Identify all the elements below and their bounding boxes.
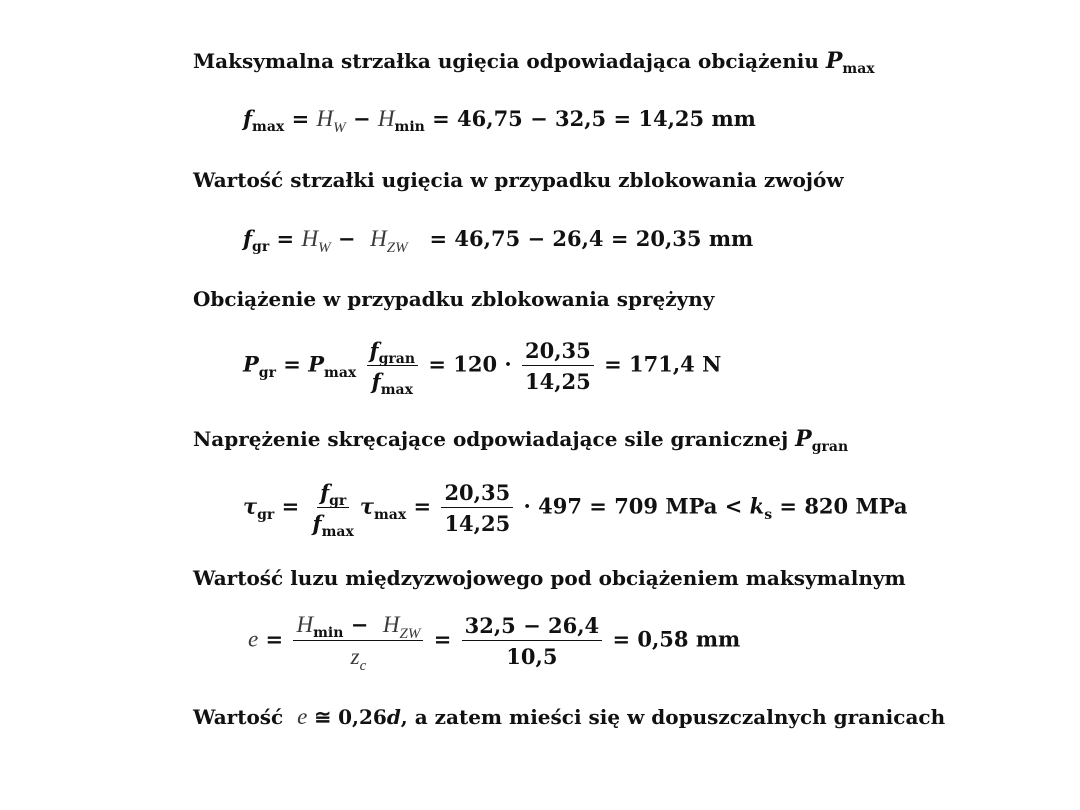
frac-num-var: f — [369, 338, 379, 363]
heading-coil-clearance — [193, 566, 906, 590]
eq-h1: H — [316, 106, 334, 131]
frac-den-value: 14,25 — [444, 511, 511, 536]
heading-blocked-deflection — [193, 168, 844, 192]
equation-f-max: $f_{max} = H_W - H_{min} = 46,75 - 32,5 = 14,25$ mm — [243, 106, 756, 136]
frac-den-var: f — [312, 511, 322, 536]
eq-lhs-sub: gr — [257, 506, 275, 523]
frac-num-value: 32,5 − 26,4 — [462, 613, 603, 641]
frac-den-value: 14,25 — [525, 369, 591, 394]
eq-rest: = 46,75 − 26,4 = 20,35 mm — [429, 226, 754, 251]
heading-blocked-load — [193, 287, 714, 311]
eq-lhs-sub: max — [252, 119, 285, 135]
fraction-h-ratio: $\frac{H_{min} - H_{ZW}}{z_c}$ — [293, 612, 423, 670]
eq-lhs-sub: gr — [252, 239, 270, 255]
frac-num-sub: gran — [378, 351, 416, 367]
frac-den-sub: max — [321, 524, 354, 540]
eq-h2: H — [370, 226, 387, 251]
equation-e: e = $\frac{H_{min} - H_{ZW}}{z_c}$ = $\frac{32,5 - 26,4}{10,5}$ = 0,58 mm — [248, 612, 741, 674]
eq-h1-sub: W — [318, 240, 331, 256]
frac-h2-sub: ZW — [399, 626, 421, 642]
conclusion-post: , a zatem mieści się w dopuszczalnych granicach — [400, 705, 946, 729]
heading-text: Naprężenie skręcające odpowiadające sile granicznej — [193, 427, 789, 451]
heading-text: Wartość luzu międzyzwojowego pod obciążeniem maksymalnym — [193, 566, 906, 590]
fraction-f-ratio — [367, 338, 418, 398]
equation-p-gr: $P_{gr} = P_{max}$ $\frac{f_{gran}}{f_{max}}$ = 120 · $\frac{20,35}{14,25}$ = 171,4 N — [243, 338, 722, 398]
frac-den-var: f — [371, 369, 381, 394]
var-P: P — [795, 426, 812, 452]
eq-lhs: τ — [243, 493, 258, 519]
fraction-numeric — [441, 480, 513, 536]
conclusion-var-d: d — [386, 705, 401, 729]
conclusion-line — [193, 704, 945, 730]
frac-h2: H — [382, 612, 400, 637]
eq-lhs-sub: gr — [258, 364, 276, 381]
var-subscript: gran — [811, 439, 849, 455]
frac-den-sub: max — [380, 382, 413, 398]
fraction-f-ratio — [310, 480, 357, 540]
eq-tau: τ — [359, 493, 374, 519]
eq-pmax: P — [308, 351, 324, 377]
equation-f-gr: $f_{gr} = H_W - H_{ZW}$ = 46,75 − 26,4 = 20,35 mm — [243, 226, 754, 256]
heading-text: Maksymalna strzałka ugięcia odpowiadająca obciążeniu — [193, 49, 819, 73]
eq-h2-sub: ZW — [386, 240, 408, 256]
frac-num-sub: gr — [329, 493, 347, 509]
eq-pmax-sub: max — [324, 364, 357, 381]
eq-tau-sub: max — [373, 506, 407, 523]
eq-rest-1: · 497 = 709 MPa < — [523, 493, 743, 519]
frac-num-value: 20,35 — [441, 480, 513, 508]
frac-h1: H — [296, 612, 314, 637]
conclusion-value: 0,26 — [338, 705, 387, 729]
frac-den-sub: c — [359, 658, 367, 674]
frac-den-var: z — [350, 644, 360, 669]
heading-torsional-stress — [193, 426, 849, 455]
heading-max-deflection — [193, 48, 875, 77]
heading-text: Obciążenie w przypadku zblokowania sprężyny — [193, 287, 715, 311]
frac-num-var: f — [320, 480, 330, 505]
eq-h1: H — [301, 226, 319, 251]
frac-h1-sub: min — [313, 625, 344, 641]
conclusion-approx: ≅ — [314, 705, 332, 729]
frac-num-value: 20,35 — [522, 338, 594, 366]
fraction-numeric — [462, 613, 603, 669]
eq-k-sub: s — [764, 506, 773, 523]
conclusion-var-e: e — [297, 704, 308, 729]
eq-mid: = 120 · — [428, 351, 512, 377]
eq-h2: H — [377, 106, 395, 131]
eq-lhs: e — [248, 626, 259, 652]
eq-rest-2: = 820 MPa — [779, 493, 908, 519]
heading-text: Wartość strzałki ugięcia w przypadku zblokowania zwojów — [193, 168, 844, 192]
eq-h1-sub: W — [333, 120, 346, 136]
eq-h2-sub: min — [394, 119, 425, 135]
eq-lhs: f — [243, 226, 253, 251]
eq-rest: = 171,4 N — [604, 351, 722, 377]
fraction-numeric — [522, 338, 594, 394]
eq-rest: = 46,75 − 32,5 = 14,25 mm — [432, 106, 756, 131]
var-subscript: max — [842, 61, 875, 77]
conclusion-pre: Wartość — [193, 705, 284, 729]
eq-k: k — [749, 493, 765, 519]
frac-den-value: 10,5 — [506, 644, 558, 669]
equation-tau-gr: $\tau_{gr}$ = $\frac{f_{gr}}{f_{max}}$ $\tau_{max}$ = $\frac{20,35}{14,25}$ · 497 = 709 MPa < $k_s = 820$ MPa — [243, 480, 908, 540]
var-P: P — [825, 48, 843, 74]
eq-rest: = 0,58 mm — [612, 626, 741, 652]
eq-lhs: P — [243, 351, 259, 377]
eq-lhs: f — [243, 106, 253, 131]
